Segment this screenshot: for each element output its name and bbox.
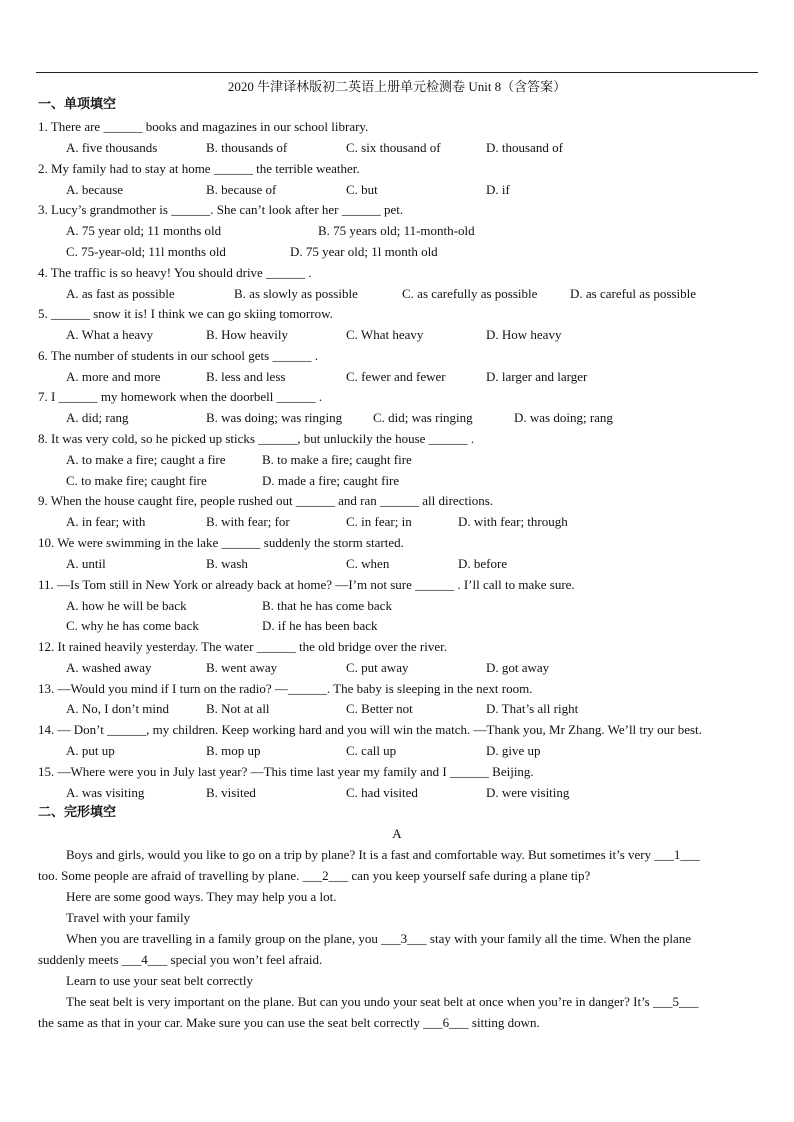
answer-choice: D. give up — [486, 743, 541, 758]
page-title: 2020 牛津译林版初二英语上册单元检测卷 Unit 8（含答案） — [227, 79, 567, 94]
answer-choice: C. as carefully as possible — [402, 286, 538, 301]
question-stem: 3. Lucy’s grandmother is ______. She can’t look after her ______ pet. — [38, 202, 404, 217]
answer-choice: B. mop up — [206, 743, 261, 758]
answer-choice: A. washed away — [66, 660, 152, 675]
answer-choice: A. did; rang — [66, 410, 129, 425]
answer-choice: D. thousand of — [486, 140, 563, 155]
answer-choice: A. how he will be back — [66, 598, 187, 613]
answer-choice: A. 75 year old; 11 months old — [66, 223, 222, 238]
answer-choice: C. put away — [346, 660, 409, 675]
header-rule — [36, 72, 758, 73]
answer-choice: C. call up — [346, 743, 397, 758]
question-stem: 15. —Where were you in July last year? —This time last year my family and I ______ Beijing. — [38, 764, 534, 779]
question-stem: 11. —Is Tom still in New York or already back at home? —I’m not sure ______ . I’ll call to make sure. — [38, 577, 575, 592]
question-stem: 8. It was very cold, so he picked up sticks ______, but unluckily the house ______ . — [38, 431, 475, 446]
answer-choice: C. but — [346, 182, 378, 197]
answer-choice: A. to make a fire; caught a fire — [66, 452, 226, 467]
passage-subheading: Learn to use your seat belt correctly — [66, 973, 253, 988]
answer-choice: A. more and more — [66, 369, 161, 384]
answer-choice: D. if he has been back — [262, 618, 378, 633]
answer-choice: C. fewer and fewer — [346, 369, 446, 384]
answer-choice: B. visited — [206, 785, 256, 800]
answer-choice: A. put up — [66, 743, 115, 758]
question-stem: 10. We were swimming in the lake ______ suddenly the storm started. — [38, 535, 404, 550]
answer-choice: B. as slowly as possible — [234, 286, 358, 301]
answer-choice: C. Better not — [346, 701, 413, 716]
answer-choice: C. did; was ringing — [373, 410, 473, 425]
answer-choice: D. were visiting — [486, 785, 570, 800]
answer-choice: C. to make fire; caught fire — [66, 473, 207, 488]
question-stem: 4. The traffic is so heavy! You should drive ______ . — [38, 265, 312, 280]
answer-choice: C. What heavy — [346, 327, 424, 342]
answer-choice: C. six thousand of — [346, 140, 441, 155]
answer-choice: C. in fear; in — [346, 514, 412, 529]
answer-choice: C. had visited — [346, 785, 418, 800]
answer-choice: A. in fear; with — [66, 514, 146, 529]
answer-choice: D. got away — [486, 660, 550, 675]
answer-choice: B. thousands of — [206, 140, 288, 155]
question-stem: 2. My family had to stay at home ______ the terrible weather. — [38, 161, 360, 176]
answer-choice: B. because of — [206, 182, 277, 197]
answer-choice: A. as fast as possible — [66, 286, 175, 301]
question-stem: 7. I ______ my homework when the doorbell ______ . — [38, 389, 323, 404]
answer-choice: C. 75-year-old; 11l months old — [66, 244, 226, 259]
answer-choice: D. How heavy — [486, 327, 562, 342]
answer-choice: A. was visiting — [66, 785, 145, 800]
passage-label: A — [392, 826, 402, 841]
passage-subheading: Travel with your family — [66, 910, 191, 925]
passage-line: too. Some people are afraid of travelling by plane. ___2___ can you keep yourself safe during a plane tip? — [38, 868, 591, 883]
question-stem: 14. — Don’t ______, my children. Keep working hard and you will win the match. —Thank you, Mr Zhang. We’ll try our best. — [38, 722, 702, 737]
answer-choice: B. Not at all — [206, 701, 270, 716]
answer-choice: B. 75 years old; 11-month-old — [318, 223, 475, 238]
answer-choice: C. when — [346, 556, 390, 571]
passage-line: When you are travelling in a family group on the plane, you ___3___ stay with your family all the time. When the plane — [66, 931, 692, 946]
question-stem: 5. ______ snow it is! I think we can go skiing tomorrow. — [38, 306, 333, 321]
answer-choice: B. that he has come back — [262, 598, 392, 613]
answer-choice: B. wash — [206, 556, 248, 571]
passage-line: suddenly meets ___4___ special you won’t feel afraid. — [38, 952, 323, 967]
section-heading-cloze: 二、完形填空 — [38, 805, 117, 820]
question-stem: 1. There are ______ books and magazines in our school library. — [38, 119, 369, 134]
answer-choice: D. with fear; through — [458, 514, 568, 529]
answer-choice: B. less and less — [206, 369, 286, 384]
passage-line: Here are some good ways. They may help you a lot. — [66, 889, 337, 904]
question-stem: 9. When the house caught fire, people rushed out ______ and ran ______ all directions. — [38, 493, 494, 508]
answer-choice: A. No, I don’t mind — [66, 701, 170, 716]
answer-choice: D. made a fire; caught fire — [262, 473, 400, 488]
answer-choice: D. as careful as possible — [570, 286, 696, 301]
answer-choice: D. larger and larger — [486, 369, 588, 384]
answer-choice: D. That’s all right — [486, 701, 579, 716]
answer-choice: A. because — [66, 182, 124, 197]
answer-choice: A. What a heavy — [66, 327, 154, 342]
answer-choice: C. why he has come back — [66, 618, 199, 633]
answer-choice: B. with fear; for — [206, 514, 290, 529]
answer-choice: B. went away — [206, 660, 278, 675]
question-stem: 13. —Would you mind if I turn on the radio? —______. The baby is sleeping in the next room. — [38, 681, 533, 696]
answer-choice: D. before — [458, 556, 508, 571]
passage-line: the same as that in your car. Make sure you can use the seat belt correctly ___6___ sitting down. — [38, 1015, 540, 1030]
answer-choice: B. How heavily — [206, 327, 288, 342]
section-heading-single-choice: 一、单项填空 — [38, 97, 117, 112]
answer-choice: D. if — [486, 182, 510, 197]
answer-choice: B. was doing; was ringing — [206, 410, 343, 425]
answer-choice: D. 75 year old; 1l month old — [290, 244, 438, 259]
question-stem: 12. It rained heavily yesterday. The water ______ the old bridge over the river. — [38, 639, 448, 654]
answer-choice: A. until — [66, 556, 106, 571]
answer-choice: B. to make a fire; caught fire — [262, 452, 412, 467]
passage-line: The seat belt is very important on the plane. But can you undo your seat belt at once when you’re in danger? It’s ___5___ — [66, 994, 699, 1009]
passage-line: Boys and girls, would you like to go on a trip by plane? It is a fast and comfortable way. But sometimes it’s very ___1___ — [66, 847, 700, 862]
answer-choice: A. five thousands — [66, 140, 158, 155]
answer-choice: D. was doing; rang — [514, 410, 613, 425]
question-stem: 6. The number of students in our school gets ______ . — [38, 348, 318, 363]
